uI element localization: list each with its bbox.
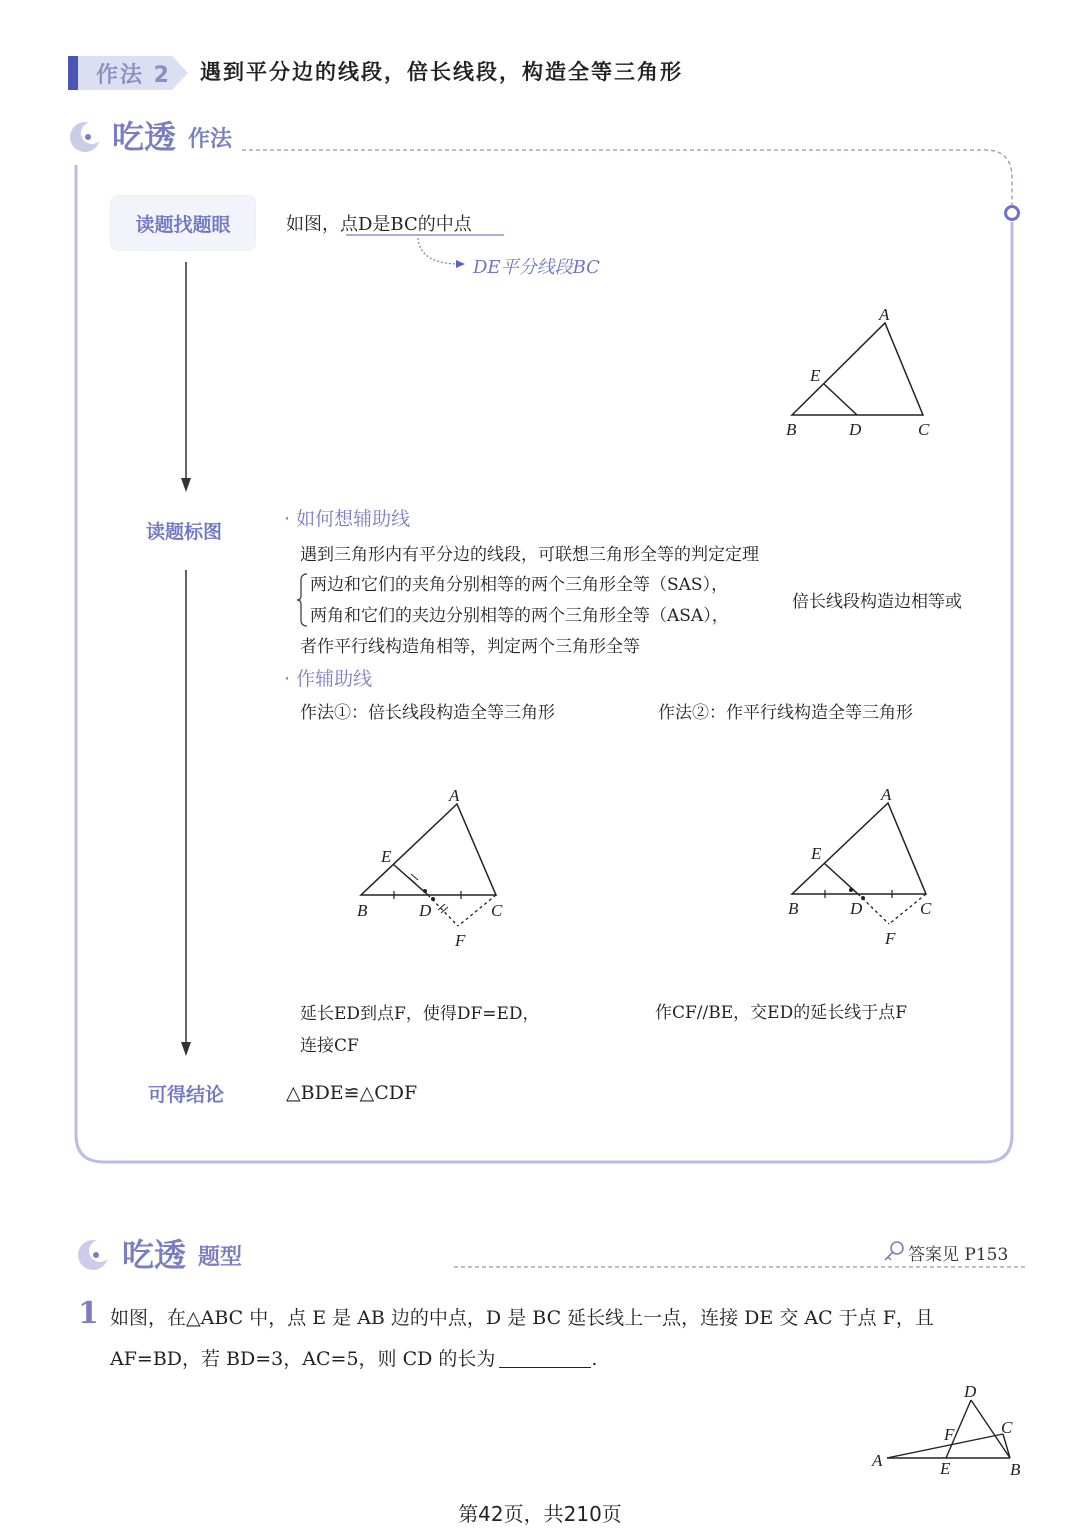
step1-note: DE平分线段BC bbox=[473, 257, 600, 278]
fig2-label-F: F bbox=[455, 931, 466, 950]
problem-line2-end: . bbox=[591, 1348, 598, 1370]
step2-brace-line1: 两边和它们的夹角分别相等的两个三角形全等（SAS）， bbox=[310, 575, 729, 595]
step3-text: △BDE≌△CDF bbox=[286, 1082, 418, 1104]
fig3-label-F: F bbox=[885, 929, 896, 948]
step1-label: 读题找题眼 bbox=[110, 195, 256, 251]
problem-line2-text: AF=BD，若 BD=3，AC=5，则 CD 的长为 bbox=[110, 1348, 496, 1370]
answer-blank[interactable] bbox=[499, 1349, 591, 1368]
method-title: 遇到平分边的线段，倍长线段，构造全等三角形 bbox=[200, 60, 683, 84]
fig3-label-C: C bbox=[920, 899, 932, 918]
pfig-label-C: C bbox=[1001, 1418, 1013, 1437]
step1-text: 如图，点D是BC的中点 bbox=[286, 214, 472, 235]
step2-label: 读题标图 bbox=[145, 520, 222, 543]
fig1-label-D: D bbox=[849, 420, 862, 439]
fig2-label-E: E bbox=[381, 847, 392, 866]
problem-number: 1 bbox=[78, 1296, 99, 1331]
fig2-label-B: B bbox=[357, 901, 368, 920]
pfig-label-A: A bbox=[872, 1451, 883, 1470]
method2-title: 作法②：作平行线构造全等三角形 bbox=[658, 703, 913, 723]
pfig-label-E: E bbox=[940, 1459, 951, 1478]
triangle-figure-2 bbox=[345, 780, 525, 955]
pfig-label-B: B bbox=[1010, 1460, 1021, 1479]
method2-desc: 作CF//BE，交ED的延长线于点F bbox=[655, 1003, 907, 1023]
pfig-label-D: D bbox=[964, 1382, 977, 1401]
section2-title-small: 题型 bbox=[198, 1245, 243, 1270]
fig1-label-C: C bbox=[918, 420, 930, 439]
step3-label: 可得结论 bbox=[147, 1083, 224, 1106]
triangle-figure-1 bbox=[775, 300, 955, 450]
method1-desc1: 延长ED到点F，使得DF=ED， bbox=[300, 1004, 540, 1024]
fig3-label-E: E bbox=[811, 844, 822, 863]
section2-divider bbox=[270, 1264, 1030, 1272]
fig3-label-D: D bbox=[850, 899, 863, 918]
key-icon bbox=[882, 1240, 906, 1262]
fig3-label-A: A bbox=[881, 785, 892, 804]
fig2-label-D: D bbox=[419, 901, 432, 920]
section1-title-small: 作法 bbox=[188, 127, 233, 152]
pfig-label-F: F bbox=[944, 1425, 955, 1444]
section1-title-big: 吃透 bbox=[112, 118, 177, 156]
step2-head2: · 作辅助线 bbox=[284, 668, 373, 690]
step2-brace-right: 倍长线段构造边相等或 bbox=[792, 592, 962, 612]
step2-brace-line2: 两角和它们的夹边分别相等的两个三角形全等（ASA）， bbox=[310, 606, 729, 626]
fig1-label-B: B bbox=[786, 420, 797, 439]
triangle-figure-3 bbox=[775, 778, 955, 953]
problem-figure bbox=[860, 1378, 1040, 1482]
step2-line1: 遇到三角形内有平分边的线段，可联想三角形全等的判定定理 bbox=[300, 545, 759, 565]
fig1-label-A: A bbox=[879, 305, 890, 324]
page-indicator: 第42页，共210页 bbox=[458, 1502, 622, 1526]
method-tag-label: 作法 2 bbox=[96, 63, 171, 88]
fig3-label-B: B bbox=[788, 899, 799, 918]
answer-reference: 答案见 P153 bbox=[908, 1245, 1009, 1265]
step2-head1-text: 如何想辅助线 bbox=[296, 508, 411, 530]
step1-note-arrow bbox=[410, 236, 470, 272]
problem-line2 bbox=[110, 1344, 597, 1371]
left-brace bbox=[296, 572, 310, 628]
step2-head2-text: 作辅助线 bbox=[296, 668, 373, 690]
moon-icon-2 bbox=[76, 1238, 112, 1272]
fig2-label-A: A bbox=[449, 786, 460, 805]
problem-line1: 如图，在△ABC 中，点 E 是 AB 边的中点，D 是 BC 延长线上一点，连接 DE 交 AC 于点 F，且 bbox=[110, 1307, 934, 1329]
section2-title-big: 吃透 bbox=[122, 1236, 187, 1274]
fig2-label-C: C bbox=[491, 901, 503, 920]
method1-title: 作法①：倍长线段构造全等三角形 bbox=[300, 703, 555, 723]
method1-desc2: 连接CF bbox=[300, 1036, 359, 1056]
fig1-label-E: E bbox=[810, 366, 821, 385]
step2-head1: · 如何想辅助线 bbox=[284, 508, 411, 530]
step2-line-last: 者作平行线构造角相等，判定两个三角形全等 bbox=[300, 637, 640, 657]
